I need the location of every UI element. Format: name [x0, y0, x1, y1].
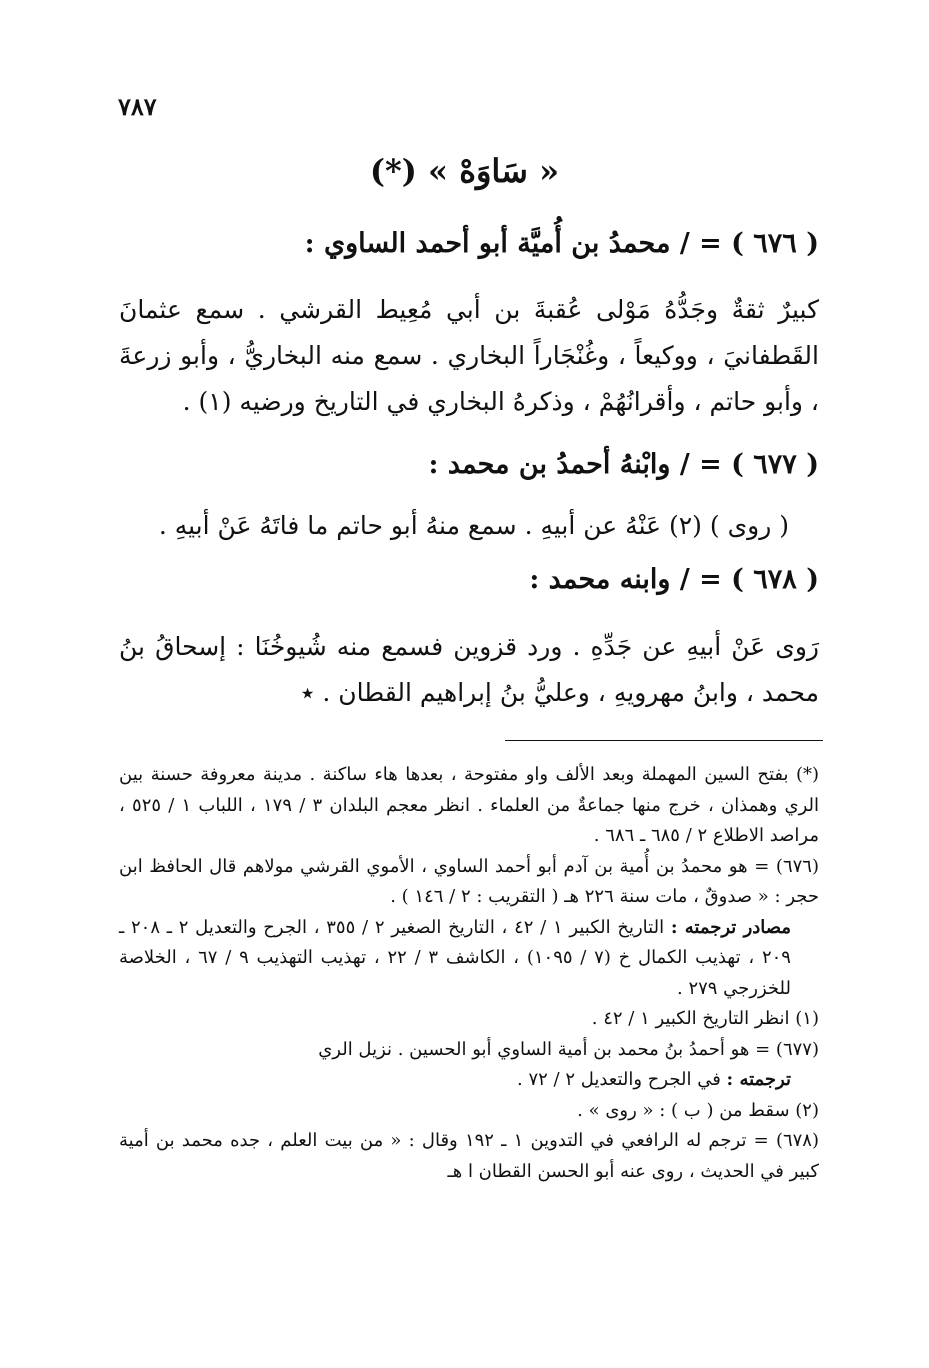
- translation-text: في الجرح والتعديل ٢ / ٧٢ .: [517, 1069, 721, 1090]
- footnote-2: (٢) سقط من ( ب ) : « روى » .: [577, 1099, 819, 1121]
- entry-body-676: كبيرٌ ثقةٌ وجَدُّهُ مَوْلى عُقبةَ بن أبي مُعِيط القرشي . سمع عثمانَ القَطفانيَ ، ووكيعاً ، وغُنْجَاراً البخاري . سمع منه البخاريُّ ، وأبو زرعةَ ، وأبو حاتم ، وأقرانُهُمْ ، وذكرهُ البخاري في التاريخ ورضيه (١) .: [119, 295, 819, 416]
- sources-text: التاريخ الكبير ١ / ٤٢ ، التاريخ الصغير ٢ / ٣٥٥ ، الجرح والتعديل ٢ ـ ٢٠٨ ـ ٢٠٩ ، تهذيب الكمال خ (٧ / ١٠٩٥) ، الكاشف ٣ / ٢٢ ، تهذيب التهذيب ٩ / ٦٧ ، الخلاصة للخزرجي ٢٧٩ .: [119, 916, 791, 999]
- page-number: ٧٨٧: [118, 92, 157, 121]
- entry-heading-676: ( ٦٧٦ ) = / محمدُ بن أُميَّة أبو أحمد الساوي :: [304, 228, 819, 259]
- footnote-677: (٦٧٧) = هو أحمدُ بنُ محمد بن أمية الساوي أبو الحسين . نزيل الري: [318, 1038, 819, 1060]
- footnote-1: (١) انظر التاريخ الكبير ١ / ٤٢ .: [591, 1008, 819, 1029]
- sources-label: مصادر ترجمته :: [670, 916, 792, 938]
- entry-body-677: ( روى ) (٢) عَنْهُ عن أبيهِ . سمع منهُ أبو حاتم ما فاتَهُ عَنْ أبيهِ .: [158, 511, 789, 540]
- footnote-star: (*) بفتح السين المهملة وبعد الألف واو مفتوحة ، بعدها هاء ساكنة . مدينة معروفة حسنة بين الري وهمذان ، خرج منها جماعةٌ من العلماء . انظر معجم البلدان ٣ / ١٧٩ ، اللباب ١ / ٥٢٥ ، مراصد الاطلاع ٢ / ٦٨٥ ـ ٦٨٦ .: [119, 764, 819, 846]
- entry-body-678: رَوى عَنْ أبيهِ عن جَدِّهِ . ورد قزوين فسمع منه شُيوخُنَا : إسحاقُ بنُ محمد ، وابنُ مهرويهِ ، وعليُّ بنُ إبراهيم القطان . ٭: [119, 632, 819, 707]
- entry-heading-678: ( ٦٧٨ ) = / وابنه محمد :: [529, 564, 819, 595]
- footnote-676-sources: [119, 913, 819, 1005]
- translation-label: ترجمته :: [726, 1069, 791, 1090]
- footnote-678: (٦٧٨) = ترجم له الرافعي في التدوين ١ ـ ١٩٢ وقال : « من بيت العلم ، جده محمد بن أمية كبير في الحديث ، روى عنه أبو الحسن القطان ا هـ: [119, 1130, 820, 1182]
- footnotes: [119, 760, 819, 1187]
- footnote-separator: [505, 740, 823, 741]
- entry-heading-677: ( ٦٧٧ ) = / وابْنهُ أحمدُ بن محمد :: [428, 449, 819, 480]
- chapter-title: « سَاوَهْ » (*): [369, 152, 560, 190]
- footnote-676: (٦٧٦) = هو محمدُ بن أُمية بن آدم أبو أحمد الساوي ، الأموي القرشي مولاهم قال الحافظ ابن حجر : « صدوقٌ ، مات سنة ٢٢٦ هـ ( التقريب : ٢ / ١٤٦ ) .: [119, 855, 819, 907]
- footnote-677-source: [119, 1065, 819, 1096]
